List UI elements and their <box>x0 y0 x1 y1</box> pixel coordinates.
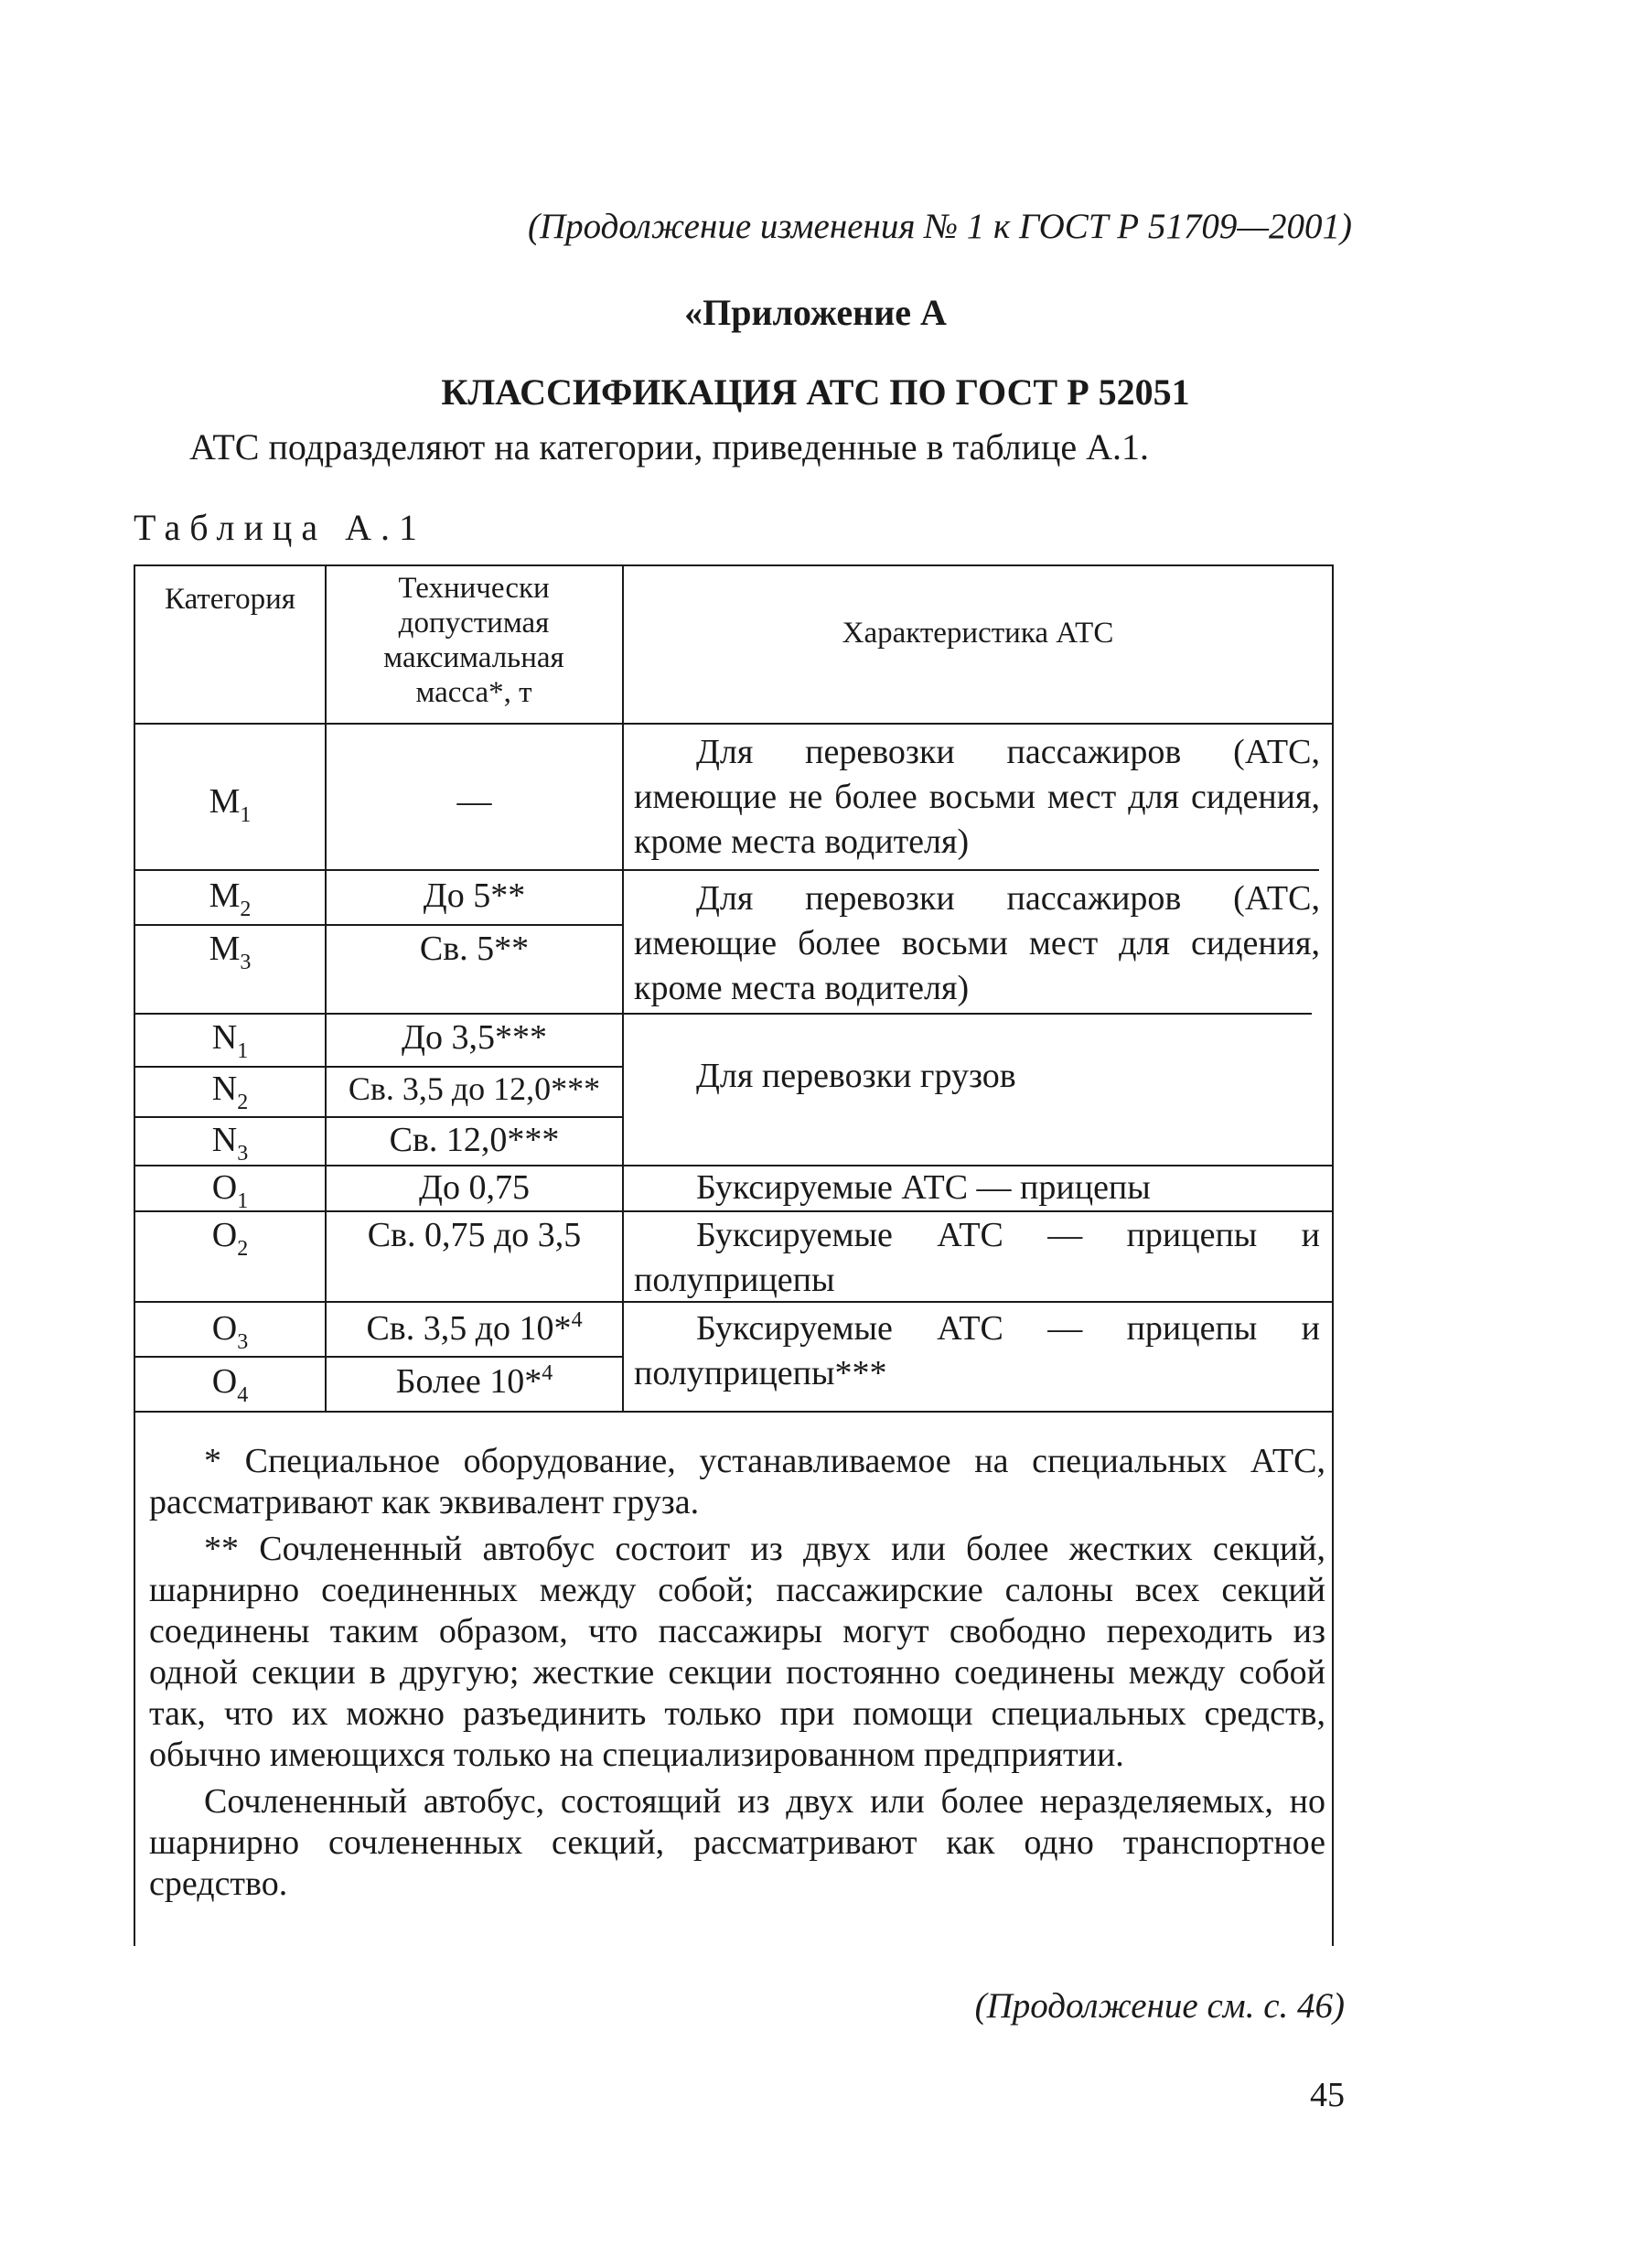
category-cell: $N_2$ <box>211 1070 249 1114</box>
section-title: КЛАССИФИКАЦИЯ АТС ПО ГОСТ Р 52051 <box>441 371 1190 413</box>
table-caption: Таблица А.1 <box>134 507 426 548</box>
mass-cell: — <box>456 782 492 821</box>
mass-cell: До 3,5*** <box>402 1018 547 1057</box>
category-cell: $O_2$ <box>211 1216 249 1261</box>
category-cell: $M_1$ <box>209 782 252 827</box>
table-footnotes <box>149 1441 1325 1910</box>
mass-cell: Св. 0,75 до 3,5 <box>367 1216 582 1254</box>
page-number: 45 <box>1310 2076 1345 2114</box>
mass-cell: До 0,75 <box>419 1168 530 1207</box>
continuation-footer: (Продолжение см. с. 46) <box>974 1986 1345 2026</box>
category-cell: $O_4$ <box>211 1362 249 1407</box>
appendix-title: «Приложение А <box>684 292 947 333</box>
description-cell: Буксируемые АТС — прицепы и полуприцепы <box>634 1216 1320 1299</box>
description-cell: Для перевозки грузов <box>696 1057 1016 1095</box>
category-cell: $O_1$ <box>211 1168 249 1213</box>
column-header-category: Категория <box>165 583 295 616</box>
description-cell: Для перевозки пассажиров (АТС, имеющие не более восьми мест для сидения, кроме места водителя) <box>634 733 1320 861</box>
continuation-header: (Продолжение изменения № 1 к ГОСТ Р 51709—2001) <box>528 207 1352 246</box>
mass-cell: До 5** <box>423 876 526 915</box>
description-cell: Для перевозки пассажиров (АТС, имеющие более восьми мест для сидения, кроме места водителя) <box>634 879 1320 1007</box>
category-cell: $O_3$ <box>211 1309 249 1354</box>
category-cell: $M_2$ <box>209 876 252 921</box>
mass-cell: Св. 12,0*** <box>389 1121 560 1159</box>
mass-cell: Св. 3,5 до 12,0*** <box>348 1070 601 1107</box>
category-cell: $N_1$ <box>211 1018 249 1063</box>
description-cell: Буксируемые АТС — прицепы и полуприцепы*** <box>634 1309 1320 1392</box>
column-header-mass: Технически допустимая максимальная масса*, т <box>383 572 564 709</box>
footnote: ** Сочлененный автобус состоит из двух или более жестких секций, шарнирно соединенных между собой; пассажирские салоны всех секций соединены таким образом, что пассажиры могут свободно переходить из одной секции в другую; жесткие секции постоянно соединены между собой так, что их можно разъединить только при помощи специальных средств, обычно имеющихся только на специализированном предприятии. <box>149 1530 1325 1774</box>
category-cell: $M_3$ <box>209 930 252 974</box>
description-cell: Буксируемые АТС — прицепы <box>696 1168 1151 1207</box>
mass-cell: Св. 3,5 до 10*$^4$ <box>366 1308 583 1348</box>
category-cell: $N_3$ <box>211 1121 249 1166</box>
mass-cell: Св. 5** <box>419 930 530 968</box>
mass-cell: Более 10*$^4$ <box>395 1361 553 1401</box>
intro-paragraph: АТС подразделяют на категории, приведенные в таблице А.1. <box>189 426 1150 468</box>
footnote: * Специальное оборудование, устанавливаемое на специальных АТС, рассматривают как эквивалент груза. <box>149 1442 1325 1521</box>
column-header-characteristics: Характеристика АТС <box>842 617 1114 650</box>
footnote: Сочлененный автобус, состоящий из двух или более неразделяемых, но шарнирно сочлененных секций, рассматривают как одно транспортное средство. <box>149 1782 1325 1903</box>
